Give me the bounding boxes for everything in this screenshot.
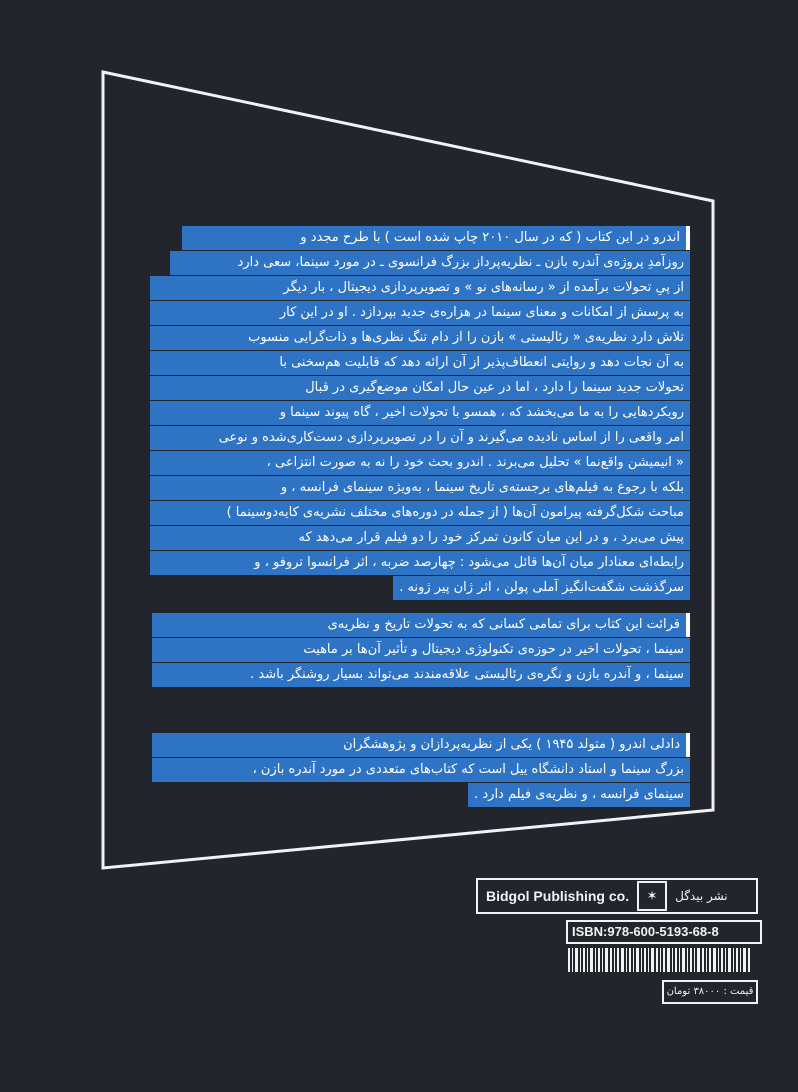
recommendation-paragraph [152,613,690,688]
paragraph-line: رابطه‌ای معنادار میان آن‌ها قائل می‌شود : چهارصد ضربه ، اثر فرانسوا تروفو ، و [150,551,690,575]
paragraph-line: سینما ، تحولات اخیر در حوزه‌ی تکنولوژی دیجیتال و تأثیر آن‌ها بر ماهیت [152,638,690,662]
paragraph-line: امر واقعی را از اساس نادیده می‌گیرند و آن را در تصویرپردازی دست‌کاری‌شده و نوعی [150,426,690,450]
paragraph-line: بلکه با رجوع به فیلم‌های برجسته‌ی تاریخ سینما ، به‌ویژه سینمای فرانسه ، و [150,476,690,500]
publisher-box [476,878,758,914]
price-label: قیمت : ۳۸۰۰۰ تومان [662,980,758,1004]
paragraph-line: پیش می‌برد ، و در این میان کانون تمرکز خود را دو فیلم قرار می‌دهد که [150,526,690,550]
paragraph-line: دادلی اندرو ( متولد ۱۹۴۵ ) یکی از نظریه‌پردازان و پژوهشگران [152,733,690,757]
paragraph-line: رویکردهایی را به ما می‌بخشد که ، همسو با تحولات اخیر ، گاه پیوند سینما و [150,401,690,425]
paragraph-line: مباحث شکل‌گرفته پیرامون آن‌ها ( از جمله در دوره‌های مختلف نشریه‌ی کایه‌دوسینما ) [150,501,690,525]
paragraph-line: اندرو در این کتاب ( که در سال ۲۰۱۰ چاپ شده است ) با طرح مجدد و [182,226,690,250]
author-bio-paragraph [152,733,690,812]
barcode-icon [566,946,754,974]
description-paragraph [150,226,690,605]
paragraph-line: بزرگ سینما و استاد دانشگاه ییل است که کتاب‌های متعددی در مورد آندره بازن ، [152,758,690,782]
paragraph-line: قرائت این کتاب برای تمامی کسانی که به تحولات تاریخ و نظریه‌ی [152,613,690,637]
bidgol-logo-icon: ✶ [637,881,667,911]
isbn-label: ISBN:978-600-5193-68-8 [566,920,762,944]
publisher-name-fa: نشر بیدگل [675,889,728,903]
paragraph-line: « انیمیشن واقع‌نما » تحلیل می‌برند . اندرو بحث خود را نه به صورت انتزاعی ، [150,451,690,475]
paragraph-line: به آن نجات دهد و روایتی انعطاف‌پذیر از آن ارائه دهد که قابلیت هم‌سخنی با [150,351,690,375]
paragraph-line: سینمای فرانسه ، و نظریه‌ی فیلم دارد . [468,783,690,807]
paragraph-line: تحولات جدید سینما را دارد ، اما در عین حال امکان موضع‌گیری در قبال [150,376,690,400]
paragraph-line: سرگذشت شگفت‌انگیز آملی پولن ، اثر ژان پیر ژونه . [393,576,690,600]
paragraph-line: سینما ، و آندره بازن و نگره‌ی رئالیستی علاقه‌مندند می‌تواند بسیار روشنگر باشد . [152,663,690,687]
paragraph-line: از پیِ تحولات برآمده از « رسانه‌های نو » و تصویرپردازی دیجیتال ، بار دیگر [150,276,690,300]
paragraph-line: روزآمدِ پروژه‌ی آندره بازن ـ نظریه‌پرداز بزرگ فرانسوی ـ در مورد سینما، سعی دارد [170,251,690,275]
paragraph-line: به پرسش از امکانات و معنای سینما در هزاره‌ی جدید بپردازد . او در این کار [150,301,690,325]
publisher-name-en: Bidgol Publishing co. [486,888,630,904]
paragraph-line: تلاش دارد نظریه‌ی « رئالیستی » بازن را از دام تنگ نظری‌ها و ذات‌گرایی منسوب [150,326,690,350]
